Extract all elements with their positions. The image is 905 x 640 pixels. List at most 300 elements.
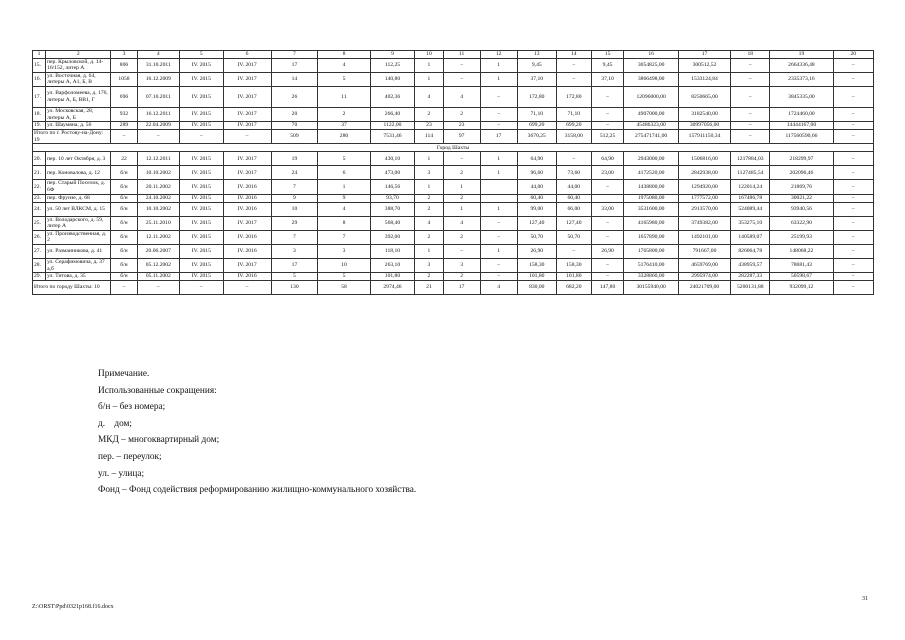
total-cell: – [833,281,873,295]
table-cell: 5 [318,152,370,166]
table-cell: 1 [415,72,443,86]
table-cell: – [833,166,873,180]
table-cell: 289 [111,122,137,130]
table-row [33,107,874,121]
table-cell: – [443,152,480,166]
total-cell: 30155940,00 [624,281,678,295]
table-cell: 172,80 [517,86,556,107]
table-cell [480,194,517,202]
table-cell: 1777572,00 [678,194,730,202]
table-cell: 699,20 [517,122,556,130]
table-cell: 26,90 [591,244,624,258]
table-cell: 07.10.2011 [137,86,179,107]
table-cell: 3845335,00 [770,86,833,107]
table-cell: 2 [443,273,480,281]
table-cell: 1 [480,72,517,86]
column-number-cell: 1 [33,51,46,59]
notes-title: Примечание. [98,369,150,379]
table-cell: – [591,180,624,194]
table-cell: – [833,273,873,281]
table-cell: 25.11.2010 [137,216,179,230]
table-row [33,202,874,216]
table-cell: 50,70 [517,230,556,244]
table-cell: 14444167,00 [770,122,833,130]
column-number-cell: 11 [443,51,480,59]
table-cell: 50,70 [556,230,591,244]
column-number-cell: 13 [517,51,556,59]
table-cell: – [833,152,873,166]
table-cell: 2 [415,107,443,121]
table-cell: 118,10 [370,244,415,258]
table-cell: б/н [111,216,137,230]
table-cell: – [833,86,873,107]
table-cell: 140,80 [370,72,415,86]
table-cell: 10.10.2002 [137,166,179,180]
address-cell: ул. Серафимовича, д. 37 а,б [46,258,111,272]
row-number: 22. [33,180,46,194]
total-cell: 682,20 [556,281,591,295]
total-cell: – [111,281,137,295]
table-cell: IV. 2016 [223,273,271,281]
table-row [33,180,874,194]
table-cell: IV. 2017 [223,72,271,86]
table-cell: 263,10 [370,258,415,272]
table-cell: 5 [271,273,318,281]
table-cell: 10.10.2002 [137,202,179,216]
table-row [33,122,874,130]
row-number: 23. [33,194,46,202]
table-cell: 1724460,00 [770,107,833,121]
table-cell: 12.11.2002 [137,230,179,244]
total-cell: – [180,281,224,295]
table-cell: 33,00 [591,202,624,216]
table-cell: 3 [443,258,480,272]
table-cell: 37,10 [517,72,556,86]
table-cell: 699,20 [556,122,591,130]
row-number: 24. [33,202,46,216]
column-number-row [33,51,874,59]
column-number-cell: 7 [271,51,318,59]
table-cell: 4659769,00 [678,258,730,272]
table-cell: 1765800,00 [624,244,678,258]
table-cell: 146,56 [370,180,415,194]
table-cell: 99,00 [517,202,556,216]
table-cell: 282287,33 [731,273,770,281]
table-cell: 3749382,00 [678,216,730,230]
total-cell: 24021709,00 [678,281,730,295]
total-cell: 3158,00 [556,130,591,144]
table-cell: – [833,107,873,121]
table-cell: 17 [271,58,318,72]
table-cell: б/н [111,258,137,272]
table-cell: – [833,216,873,230]
table-cell: б/н [111,230,137,244]
total-cell: – [223,281,271,295]
total-cell: 2974,46 [370,281,415,295]
table-row [33,58,874,72]
table-cell: 1 [480,166,517,180]
table-cell: IV. 2017 [223,152,271,166]
total-label: Итого по городу Шахты: 10 [33,281,111,295]
table-cell: 1127485,54 [731,166,770,180]
table-cell: – [731,122,770,130]
table-cell: 4907000,00 [624,107,678,121]
table-cell: 7 [271,180,318,194]
table-cell: 1492101,00 [678,230,730,244]
address-cell: пер. Коновалова, д. 12 [46,166,111,180]
table-cell: 122014,24 [731,180,770,194]
table-cell: 9 [318,194,370,202]
table-row [33,194,874,202]
table-cell: 218299,97 [770,152,833,166]
table-cell: 17 [271,258,318,272]
table-cell: 70 [271,122,318,130]
table-row [33,273,874,281]
address-cell: ул. Володарского, д. 59, литер А [46,216,111,230]
table-cell: 1294920,00 [678,180,730,194]
table-cell: 4172520,00 [624,166,678,180]
table-cell: IV. 2015 [180,258,224,272]
table-cell [591,194,624,202]
table-cell: 9 [271,194,318,202]
table-cell: IV. 2016 [223,244,271,258]
table-cell: 392,00 [370,230,415,244]
table-cell: – [556,244,591,258]
total-cell: 275471741,00 [624,130,678,144]
table-cell: – [833,72,873,86]
column-number-cell: 8 [318,51,370,59]
table-cell: 9,45 [517,58,556,72]
table-cell: – [833,122,873,130]
table-cell: 4 [443,216,480,230]
total-cell: – [833,130,873,144]
column-number-cell: 10 [415,51,443,59]
column-number-cell: 15 [591,51,624,59]
table-cell: 2 [415,202,443,216]
table-cell: 3866498,00 [624,72,678,86]
row-number: 15. [33,58,46,72]
table-row [33,230,874,244]
table-cell: 64,90 [591,152,624,166]
table-cell: 3182540,00 [678,107,730,121]
total-cell: – [137,281,179,295]
row-number: 25. [33,216,46,230]
table-cell: 202096,46 [770,166,833,180]
total-cell: 130 [271,281,318,295]
total-cell: 17 [480,130,517,144]
table-cell: 6 [318,166,370,180]
table-cell: – [480,86,517,107]
table-cell: 16.12.2009 [137,72,179,86]
table-cell: 4 [415,86,443,107]
table-cell: 05.11.2002 [137,273,179,281]
table-cell: 172,80 [556,86,591,107]
table-cell: 37 [318,122,370,130]
column-number-cell: 2 [46,51,111,59]
table-cell: 12.12.2011 [137,152,179,166]
table-cell: 806 [111,58,137,72]
table-cell: 10 [271,202,318,216]
table-cell: 266,40 [370,107,415,121]
table-cell: 4 [443,86,480,107]
table-cell: IV. 2016 [223,194,271,202]
address-cell: ул. Московская, 28, литеры А, Б [46,107,111,121]
total-label: Итого по г. Ростову-на-Дону: 19 [33,130,111,144]
table-cell: IV. 2016 [223,180,271,194]
table-cell: 7 [318,230,370,244]
table-cell: 402,36 [370,86,415,107]
table-cell: 45486323,00 [624,122,678,130]
table-cell: 353275,10 [731,216,770,230]
table-cell: 568,40 [370,216,415,230]
address-cell: ул. Восточная, д. 64, литеры А, А1, Б, В [46,72,111,86]
table-cell: 1 [415,244,443,258]
column-number-cell: 5 [180,51,224,59]
table-cell: – [731,86,770,107]
table-cell: 1657890,00 [624,230,678,244]
column-number-cell: 3 [111,51,137,59]
table-cell: – [556,152,591,166]
table-cell: – [591,86,624,107]
table-cell: 2913570,00 [678,202,730,216]
table-cell: 1438800,00 [624,180,678,194]
table-cell: 73,60 [556,166,591,180]
table-cell: 2664336,48 [770,58,833,72]
total-cell: – [731,130,770,144]
section-header-row [33,144,874,152]
total-cell: 58 [318,281,370,295]
table-cell: 3328860,00 [624,273,678,281]
table-cell: 24.10.2002 [137,194,179,202]
table-cell: IV. 2017 [223,107,271,121]
table-cell: 10 [318,258,370,272]
table-cell: IV. 2017 [223,166,271,180]
table-cell: 8250665,00 [678,86,730,107]
table-cell: 23 [415,122,443,130]
table-cell: – [443,72,480,86]
table-cell: 932 [111,107,137,121]
table-cell: – [833,258,873,272]
table-cell: 2 [318,107,370,121]
table-cell: 826064,78 [731,244,770,258]
table-cell: 78681,43 [770,258,833,272]
table-cell: 50598,67 [770,273,833,281]
table-cell: 112,25 [370,58,415,72]
table-cell: 44,00 [517,180,556,194]
table-cell: 2 [443,230,480,244]
column-number-cell: 4 [137,51,179,59]
table-cell: – [591,230,624,244]
table-cell: 12096000,00 [624,86,678,107]
table-cell: 1 [480,202,517,216]
table-cell: IV. 2015 [180,72,224,86]
table-cell: – [591,107,624,121]
table-cell: 93,70 [370,194,415,202]
table-cell: 3 [415,258,443,272]
table-cell: 524089,44 [731,202,770,216]
table-cell: 5 [318,72,370,86]
table-cell: 8 [318,216,370,230]
table-cell: IV. 2015 [180,202,224,216]
table-cell: 31.10.2011 [137,58,179,72]
table-cell: – [443,58,480,72]
total-cell: 114 [415,130,443,144]
row-number: 16. [33,72,46,86]
table-cell: 26 [271,86,318,107]
table-cell: 96,60 [517,166,556,180]
table-cell: 1 [480,244,517,258]
table-cell: – [591,122,624,130]
table-cell: 101,80 [517,273,556,281]
column-number-cell: 19 [770,51,833,59]
table-cell: – [480,273,517,281]
table-cell: IV. 2015 [180,273,224,281]
table-cell: 25199,93 [770,230,833,244]
table-row [33,244,874,258]
table-cell: 30997056,00 [678,122,730,130]
address-cell: ул. Шаумяна, д. 56 [46,122,111,130]
abbrev-no-number: б/н – без номера; [98,402,166,413]
total-cell: 830,00 [517,281,556,295]
table-cell: 2 [443,194,480,202]
total-cell: 157911150,34 [678,130,730,144]
table-cell: IV. 2015 [180,86,224,107]
table-row [33,152,874,166]
table-cell: IV. 2015 [180,180,224,194]
table-cell: 388,70 [370,202,415,216]
table-cell: IV. 2015 [180,166,224,180]
address-cell: ул. Разманникова, д. 41 [46,244,111,258]
page-number: 31 [862,596,868,602]
total-cell: 21 [415,281,443,295]
table-cell: 696 [111,86,137,107]
total-cell: 4 [480,281,517,295]
table-cell: 2 [443,166,480,180]
table-cell [480,180,517,194]
total-cell: 280 [318,130,370,144]
abbrev-lane: пер. – переулок; [98,451,162,462]
table-cell: – [731,58,770,72]
total-cell: – [180,130,224,144]
table-cell: 20.11.2002 [137,180,179,194]
table-cell: 71,10 [556,107,591,121]
table-cell: 791667,00 [678,244,730,258]
address-cell: пер. Фрунзе, д. 68 [46,194,111,202]
total-cell: 509 [271,130,318,144]
table-cell: 05.12.2002 [137,258,179,272]
table-cell: 1217884,03 [731,152,770,166]
table-cell: 1122,00 [370,122,415,130]
total-cell: 117560590,66 [770,130,833,144]
table-cell: 1975080,00 [624,194,678,202]
column-number-cell: 14 [556,51,591,59]
table-cell: 60,40 [556,194,591,202]
table-cell: 1 [318,180,370,194]
table-cell: IV. 2017 [223,216,271,230]
address-cell: ул. Варфоломеева, д. 176, литеры А, Б, ВВ1, Г [46,86,111,107]
table-cell: 158,30 [517,258,556,272]
row-number: 26. [33,230,46,244]
table-row [33,72,874,86]
table-cell: – [591,258,624,272]
notes-section [98,366,416,499]
table-cell: – [480,107,517,121]
table-cell: 2 [415,194,443,202]
table-cell: 3054825,00 [624,58,678,72]
table-cell: – [833,194,873,202]
table-cell: IV. 2015 [180,230,224,244]
table-cell: 1 [415,180,443,194]
total-cell: 5200131,88 [731,281,770,295]
table-cell: 1 [415,152,443,166]
table-cell: б/н [111,166,137,180]
table-cell: 1 [443,202,480,216]
total-cell: – [223,130,271,144]
table-cell: 2335373,16 [770,72,833,86]
address-cell: пер. Крыловской, д. 14-16/152, литер А [46,58,111,72]
total-cell: 97 [443,130,480,144]
table-cell: – [480,230,517,244]
table-cell: 20.06.2007 [137,244,179,258]
table-cell: 1533124,84 [678,72,730,86]
address-cell: ул. 50 лет ВЛКСМ, д. 15 [46,202,111,216]
table-cell: 4 [318,202,370,216]
table-cell: 29 [271,216,318,230]
table-cell: 71,10 [517,107,556,121]
table-cell: IV. 2017 [223,58,271,72]
table-cell: 37,10 [591,72,624,86]
table-cell: – [833,202,873,216]
table-cell: 101,80 [556,273,591,281]
total-cell: 3670,25 [517,130,556,144]
total-row [33,281,874,295]
abbrev-fund: Фонд – Фонд содействия реформированию жилищно-коммунального хозяйства. [98,485,417,496]
table-row [33,216,874,230]
table-cell: – [556,72,591,86]
table-cell: 438959,57 [731,258,770,272]
address-cell: пер. 10 лет Октября, д. 3 [46,152,111,166]
table-cell: 2 [415,230,443,244]
table-cell: 1 [480,152,517,166]
total-cell: 17 [443,281,480,295]
table-cell: 26,90 [517,244,556,258]
table-cell: б/н [111,202,137,216]
table-cell: 30021,22 [770,194,833,202]
table-cell: 3 [415,166,443,180]
table-cell: 11 [318,86,370,107]
table-cell: IV. 2015 [180,58,224,72]
table-cell: – [833,180,873,194]
table-cell: – [833,244,873,258]
abbrev-house: д. дом; [98,418,133,429]
row-number: 28. [33,258,46,272]
table-row [33,86,874,107]
table-cell: – [833,230,873,244]
table-cell: 16.12.2011 [137,107,179,121]
total-row [33,130,874,144]
row-number: 17. [33,86,46,107]
table-cell: IV. 2015 [180,122,224,130]
address-cell: пер. Старый Поселок, д. 6Ф [46,180,111,194]
abbrev-street: ул. – улица; [98,468,145,479]
table-cell: IV. 2016 [223,202,271,216]
table-cell: 9,45 [591,58,624,72]
table-cell: б/н [111,180,137,194]
table-cell: – [731,72,770,86]
table-cell: 148068,22 [770,244,833,258]
table-cell: 2943000,00 [624,152,678,166]
table-cell: 66,00 [556,202,591,216]
